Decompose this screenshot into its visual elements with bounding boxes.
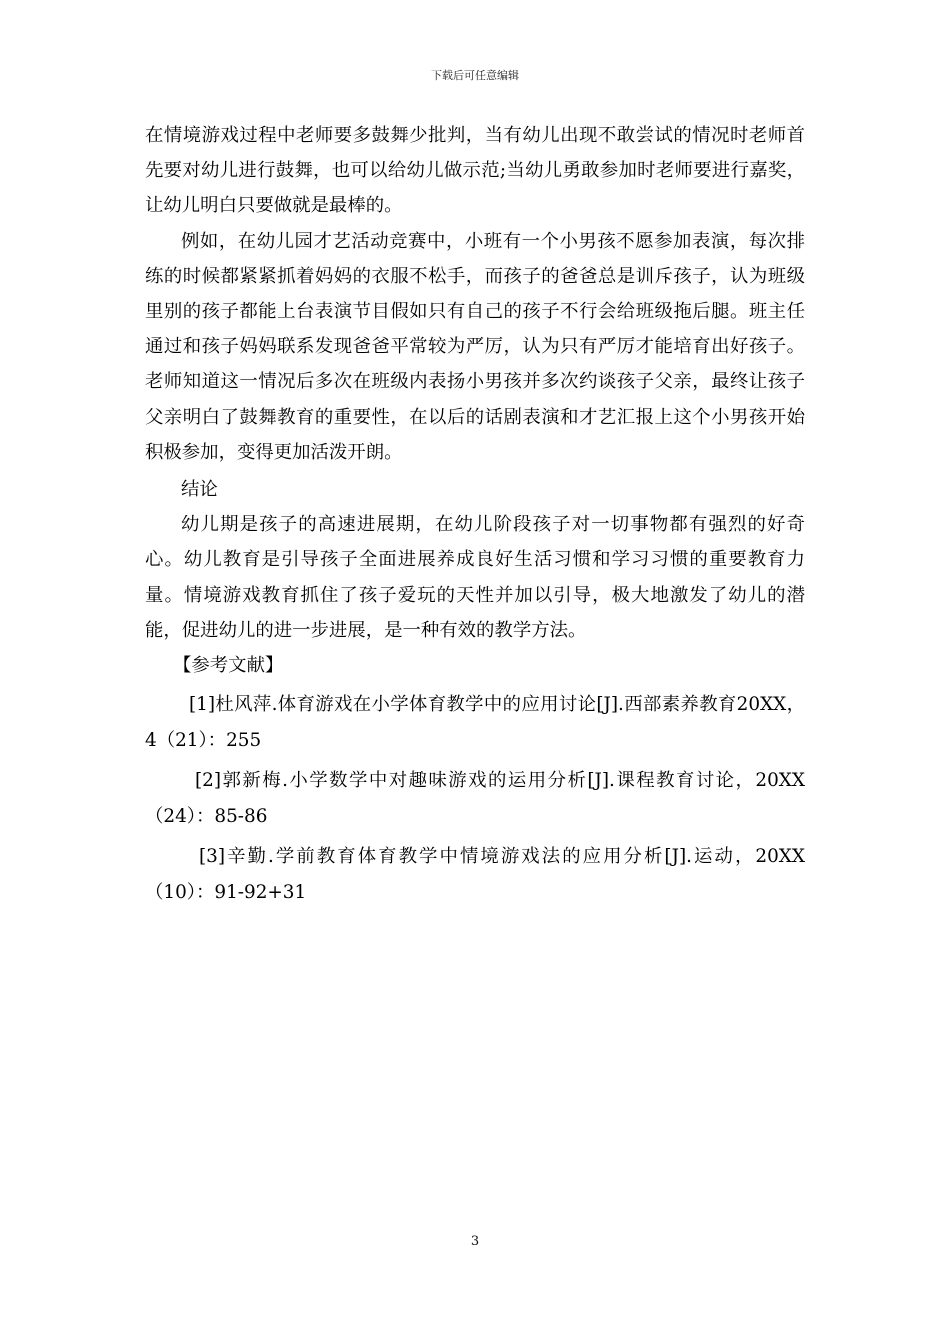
- paragraph-2: 例如，在幼儿园才艺活动竞赛中，小班有一个小男孩不愿参加表演，每次排练的时候都紧紧抓着妈妈的衣服不松手，而孩子的爸爸总是训斥孩子，认为班级里别的孩子都能上台表演节目假如只有自己的孩子不行会给班级拖后腿。班主任通过和孩子妈妈联系发现爸爸平常较为严厉，认为只有严厉才能培育出好孩子。老师知道这一情况后多次在班级内表扬小男孩并多次约谈孩子父亲，最终让孩子父亲明白了鼓舞教育的重要性，在以后的话剧表演和才艺汇报上这个小男孩开始积极参加，变得更加活泼开朗。: [145, 230, 805, 463]
- page-header: 下载后可任意编辑: [431, 69, 519, 82]
- document-body: [145, 118, 805, 911]
- paragraph-3: 幼儿期是孩子的高速进展期，在幼儿阶段孩子对一切事物都有强烈的好奇心。幼儿教育是引导孩子全面进展养成良好生活习惯和学习习惯的重要教育力量。情境游戏教育抓住了孩子爱玩的天性并加以引导，极大地激发了幼儿的潜能，促进幼儿的进一步进展，是一种有效的教学方法。: [145, 514, 805, 641]
- references-title: 【参考文献】: [173, 655, 284, 677]
- page-number: 3: [470, 1234, 480, 1249]
- conclusion-heading: 结论: [181, 479, 218, 501]
- reference-item-2: [2]郭新梅.小学数学中对趣味游戏的运用分析[J].课程教育讨论，20XX（24）：85-86: [145, 770, 805, 828]
- reference-item-3: [3]辛勤.学前教育体育教学中情境游戏法的应用分析[J].运动，20XX（10）：91-92+31: [145, 846, 805, 904]
- paragraph-1: 在情境游戏过程中老师要多鼓舞少批判，当有幼儿出现不敢尝试的情况时老师首先要对幼儿进行鼓舞，也可以给幼儿做示范;当幼儿勇敢参加时老师要进行嘉奖，让幼儿明白只要做就是最棒的。: [145, 125, 805, 217]
- reference-item-1: [1]杜风萍.体育游戏在小学体育教学中的应用讨论[J].西部素养教育20XX，4（21）：255: [145, 694, 805, 752]
